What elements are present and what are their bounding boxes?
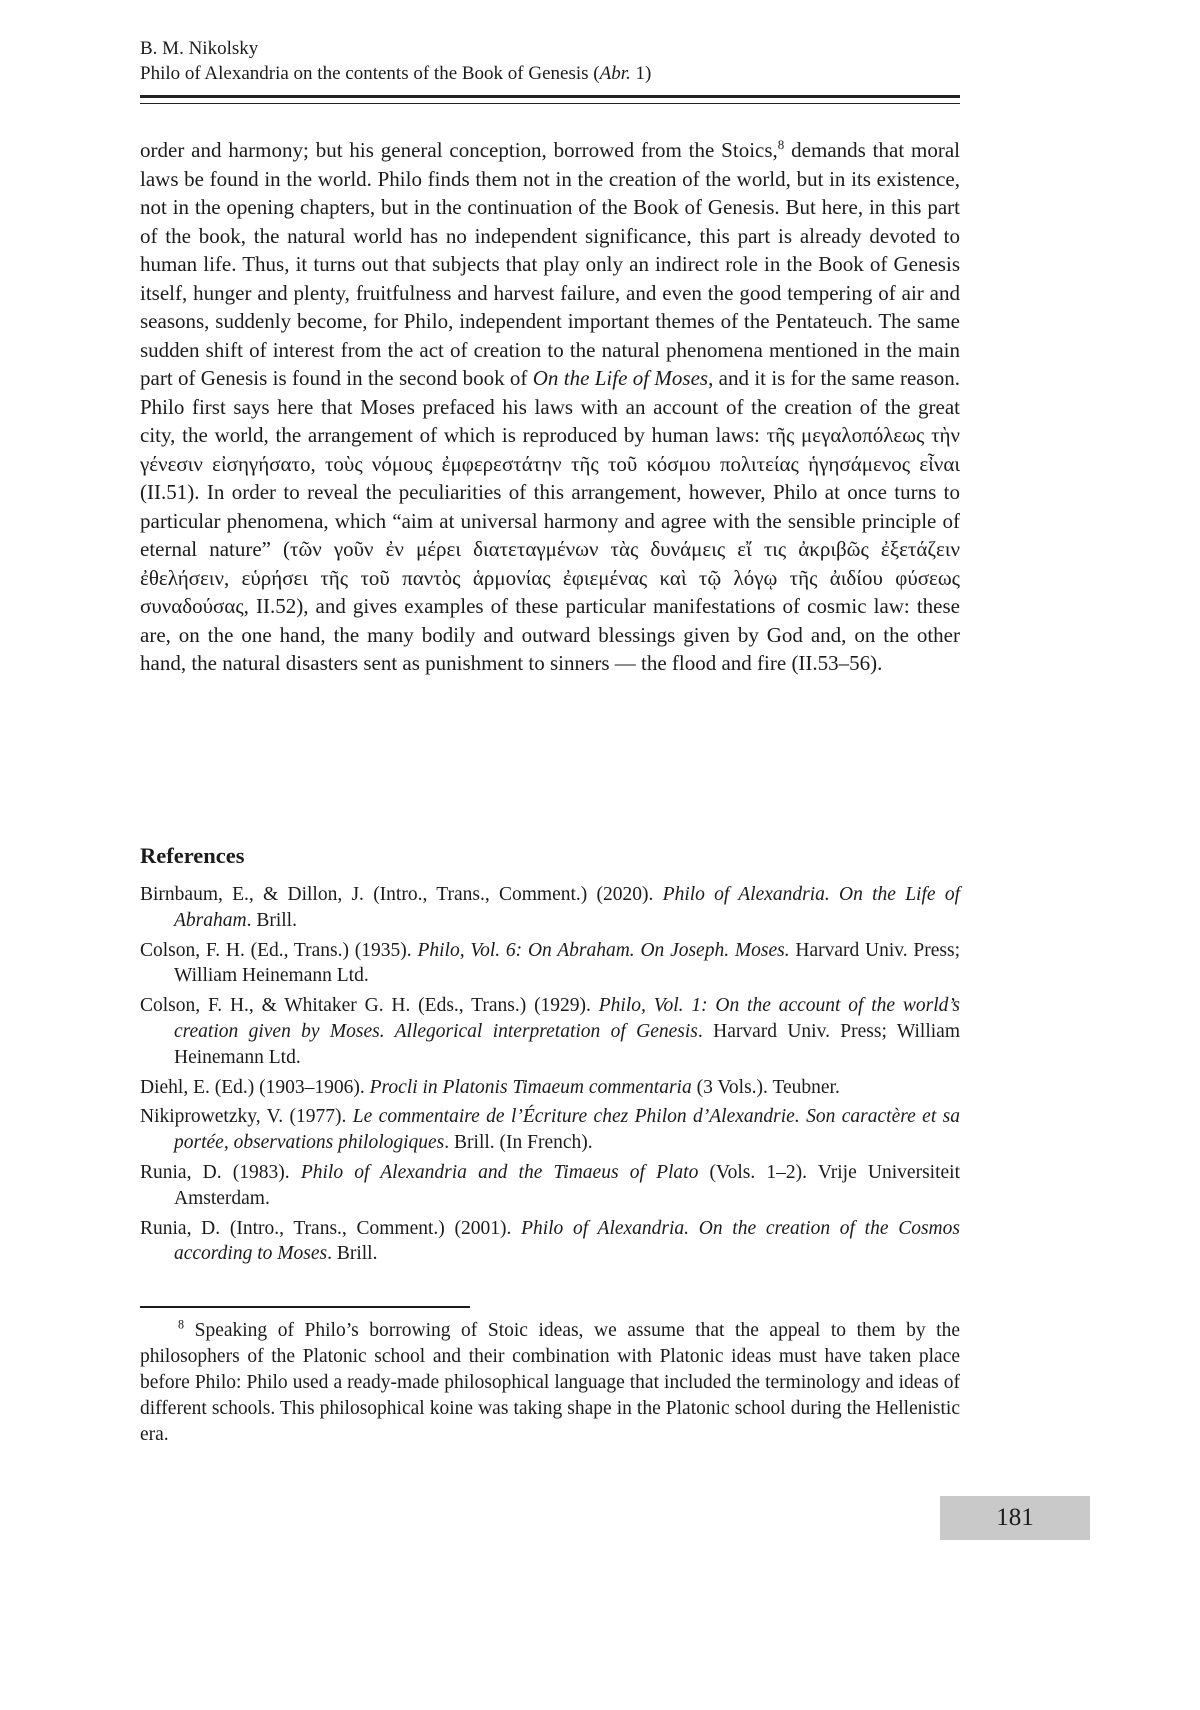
page-number-box xyxy=(940,1496,1090,1540)
references-list xyxy=(140,882,960,1271)
reference-entry: Colson, F. H. (Ed., Trans.) (1935). Philo, Vol. 6: On Abraham. On Joseph. Moses. Harvard Univ. Press; William Heinemann Ltd. xyxy=(140,939,960,987)
page-header xyxy=(140,36,960,104)
reference-entry: Diehl, E. (Ed.) (1903–1906). Procli in Platonis Timaeum commentaria (3 Vols.). Teubner. xyxy=(140,1076,840,1098)
header-title: Philo of Alexandria on the contents of the Book of Genesis (Abr. 1) xyxy=(140,63,652,84)
reference-entry: Nikiprowetzky, V. (1977). Le commentaire de l’Écriture chez Philon d’Alexandrie. Son caractère et sa portée, observations philologiques. Brill. (In French). xyxy=(140,1106,960,1154)
reference-entry: Runia, D. (Intro., Trans., Comment.) (2001). Philo of Alexandria. On the creation of the Cosmos according to Moses. Brill. xyxy=(140,1217,960,1265)
reference-entry: Birnbaum, E., & Dillon, J. (Intro., Trans., Comment.) (2020). Philo of Alexandria. On the Life of Abraham. Brill. xyxy=(140,884,960,931)
page-number: 181 xyxy=(996,1504,1034,1531)
footnote-text: $^8$ Speaking of Philo’s borrowing of Stoic ideas, we assume that the appeal to them by the philosophers of the Platonic school and their combination with Platonic ideas must have taken place before Philo: Philo used a ready-made philosophical language that included the terminology and ideas of different schools. This philosophical koine was taking shape in the Platonic school during the Hellenistic era. xyxy=(140,1317,960,1445)
footnote-rule xyxy=(140,1306,470,1308)
header-author: B. M. Nikolsky xyxy=(140,38,259,59)
header-rule xyxy=(140,95,960,104)
references-heading: References xyxy=(140,843,245,868)
body-paragraph: order and harmony; but his general conception, borrowed from the Stoics,$^8$ demands that moral laws be found in the world. Philo finds them not in the creation of the world, but in its existence, not in the opening chapters, but in the continuation of the Book of Genesis. But here, in this part of the book, the natural world has no independent significance, this part is already devoted to human life. Thus, it turns out that subjects that play only an indirect role in the Book of Genesis itself, hunger and plenty, fruitfulness and harvest failure, and even the good tempering of air and seasons, suddenly become, for Philo, independent important themes of the Pentateuch. The same sudden shift of interest from the act of creation to the natural phenomena mentioned in the main part of Genesis is found in the second book of On the Life of Moses, and it is for the same reason. Philo first says here that Moses prefaced his laws with an account of the creation of the great city, the world, the arrangement of which is reproduced by human laws: τῆς μεγαλοπόλεως τὴν γένεσιν εἰσηγήσατο, τοὺς νόμους ἐμφερεστάτην τῆς τοῦ κόσμου πολιτείας ἡγησάμενος εἶναι (II.51). In order to reveal the peculiarities of this arrangement, however, Philo at once turns to particular phenomena, which “aim at universal harmony and agree with the sensible principle of eternal nature” (τῶν γοῦν ἐν μέρει διατεταγμένων τὰς δυνάμεις εἴ τις ἀκριβῶς ἐξετάζειν ἐθελήσειν, εὑρήσει τῆς τοῦ παντὸς ἁρμονίας ἐφιεμένας καὶ τῷ λόγῳ τῆς ἀιδίου φύσεως συναδούσας, II.52), and gives examples of these particular manifestations of cosmic law: these are, on the one hand, the many bodily and outward blessings given by God and, on the other hand, the natural disasters sent as punishment to sinners — the flood and fire (II.53–56). xyxy=(140,137,961,675)
reference-entry: Runia, D. (1983). Philo of Alexandria and the Timaeus of Plato (Vols. 1–2). Vrije Universiteit Amsterdam. xyxy=(140,1161,960,1209)
reference-entry: Colson, F. H., & Whitaker G. H. (Eds., Trans.) (1929). Philo, Vol. 1: On the account of the world’s creation given by Moses. Allegorical interpretation of Genesis. Harvard Univ. Press; William Heinemann Ltd. xyxy=(140,995,961,1068)
